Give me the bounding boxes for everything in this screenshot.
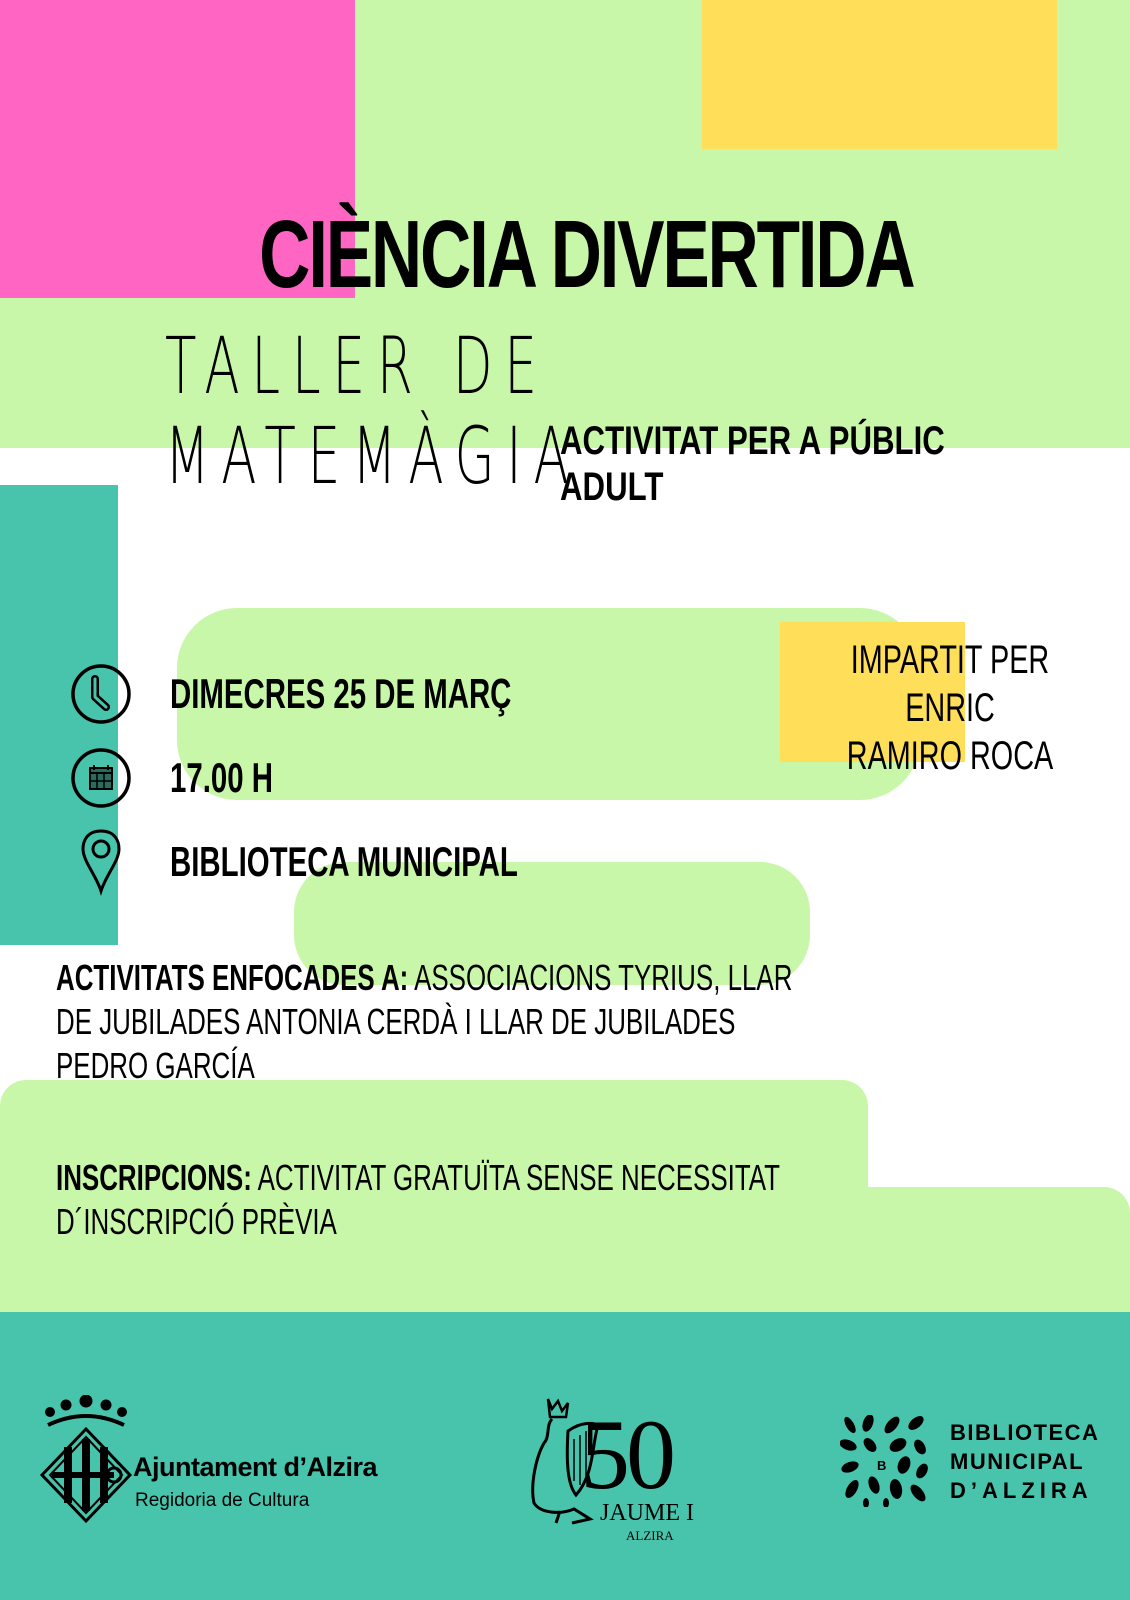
biblioteca-mark-letter: B [877,1458,887,1473]
biblioteca-name-line: D’ALZIRA [950,1478,1093,1503]
biblioteca-name [950,1418,1099,1505]
detail-text: BIBLIOTECA MUNICIPAL [170,838,518,885]
anniversary-number: 50 [580,1399,672,1510]
detail-row-place [70,830,667,894]
target-audience-text: ASSOCIACIONS TYRIUS, LLAR [408,957,793,998]
speaker-credit [835,636,1065,780]
yellow-block-top [702,0,1057,149]
jaume-name: JAUME I [600,1500,694,1526]
target-audience-label: ACTIVITATS ENFOCADES A: [56,957,409,998]
registration-label: INSCRIPCIONS: [56,1157,252,1198]
detail-text: 17.00 H [170,754,273,801]
biblioteca-leaf-mark-icon [840,1415,930,1507]
location-pin-icon [70,831,132,893]
speaker-line: RAMIRO ROCA [846,734,1054,778]
target-audience-paragraph [56,956,792,1088]
jaume-city: ALZIRA [626,1528,674,1543]
biblioteca-name-line: MUNICIPAL [950,1449,1085,1474]
speaker-line: IMPARTIT PER ENRIC [850,638,1050,730]
audience-tag: ACTIVITAT PER A PÚBLIC ADULT [560,419,945,509]
target-audience-text: PEDRO GARCÍA [56,1045,255,1086]
ajuntament-name: Ajuntament d’Alzira [133,1452,378,1482]
ajuntament-subtitle: Regidoria de Cultura [135,1490,310,1511]
detail-row-date [70,662,658,726]
registration-text: D´INSCRIPCIÓ PRÈVIA [56,1201,337,1242]
poster-subtitle: TALLER DE MATEMÀGIA [165,322,581,502]
detail-text: DIMECRES 25 DE MARÇ [170,670,512,717]
calendar-icon [70,747,132,809]
clock-icon [70,663,132,725]
poster-title: CIÈNCIA DIVERTIDA [259,201,914,308]
detail-row-time [70,746,317,810]
target-audience-text: DE JUBILADES ANTONIA CERDÀ I LLAR DE JUBILADES [56,1001,736,1042]
biblioteca-name-line: BIBLIOTECA [950,1420,1100,1445]
registration-paragraph [56,1156,780,1244]
registration-text: ACTIVITAT GRATUÏTA SENSE NECESSITAT [251,1157,780,1198]
